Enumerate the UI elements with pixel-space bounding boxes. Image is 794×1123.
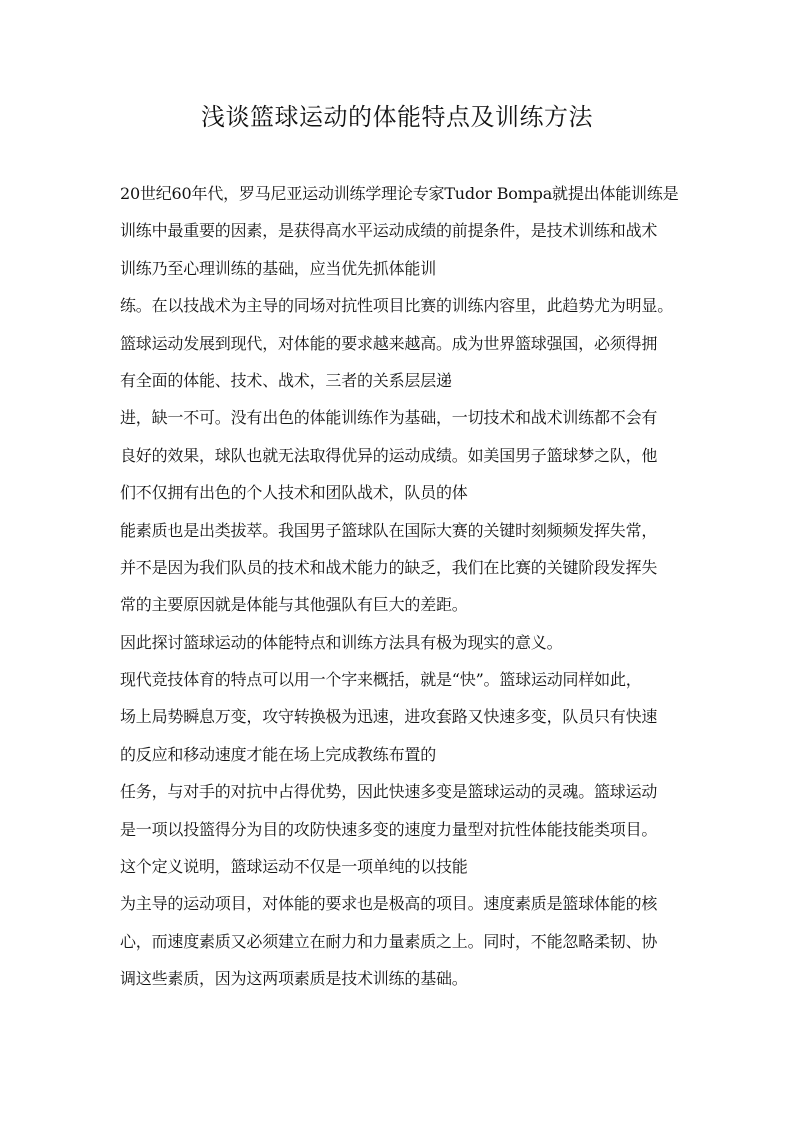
body-line: 并不是因为我们队员的技术和战术能力的缺乏，我们在比赛的关键阶段发挥失 <box>120 557 658 577</box>
body-line: 训练乃至心理训练的基础，应当优先抓体能训 <box>120 258 437 278</box>
body-line: 为主导的运动项目，对体能的要求也是极高的项目。速度素质是篮球体能的核 <box>120 894 658 914</box>
document-body <box>120 175 680 998</box>
body-line: 调这些素质，因为这两项素质是技术训练的基础。 <box>120 969 468 989</box>
body-line: 任务，与对手的对抗中占得优势，因此快速多变是篮球运动的灵魂。篮球运动 <box>120 782 658 802</box>
body-line: 进，缺一不可。没有出色的体能训练作为基础，一切技术和战术训练都不会有 <box>120 408 658 428</box>
body-line: 场上局势瞬息万变，攻守转换极为迅速，进攻套路又快速多变，队员只有快速 <box>120 707 658 727</box>
body-line: 心，而速度素质又必须建立在耐力和力量素质之上。同时，不能忽略柔韧、协 <box>120 931 658 951</box>
body-line: 常的主要原因就是体能与其他强队有巨大的差距。 <box>120 595 468 615</box>
body-line: 练。在以技战术为主导的同场对抗性项目比赛的训练内容里，此趋势尤为明显。 <box>120 296 674 316</box>
body-line: 20世纪60年代，罗马尼亚运动训练学理论专家Tudor Bompa就提出体能训练是 <box>120 184 679 203</box>
body-line: 训练中最重要的因素，是获得高水平运动成绩的前提条件，是技术训练和战术 <box>120 221 658 241</box>
body-line: 们不仅拥有出色的个人技术和团队战术，队员的体 <box>120 483 468 503</box>
body-line: 是一项以投篮得分为目的攻防快速多变的速度力量型对抗性体能技能类项目。 <box>120 819 658 839</box>
body-line: 的反应和移动速度才能在场上完成教练布置的 <box>120 744 437 764</box>
body-line: 因此探讨篮球运动的体能特点和训练方法具有极为现实的意义。 <box>120 632 563 652</box>
body-line: 能素质也是出类拔萃。我国男子篮球队在国际大赛的关键时刻频频发挥失常， <box>120 520 658 540</box>
body-line: 有全面的体能、技术、战术，三者的关系层层递 <box>120 370 452 390</box>
body-line: 这个定义说明，篮球运动不仅是一项单纯的以技能 <box>120 857 468 877</box>
body-line: 良好的效果，球队也就无法取得优异的运动成绩。如美国男子篮球梦之队，他 <box>120 445 658 465</box>
body-line: 篮球运动发展到现代，对体能的要求越来越高。成为世界篮球强国，必须得拥 <box>120 333 658 353</box>
body-line: 现代竞技体育的特点可以用一个字来概括，就是“快”。篮球运动同样如此， <box>120 670 642 690</box>
document-title: 浅谈篮球运动的体能特点及训练方法 <box>201 103 593 131</box>
